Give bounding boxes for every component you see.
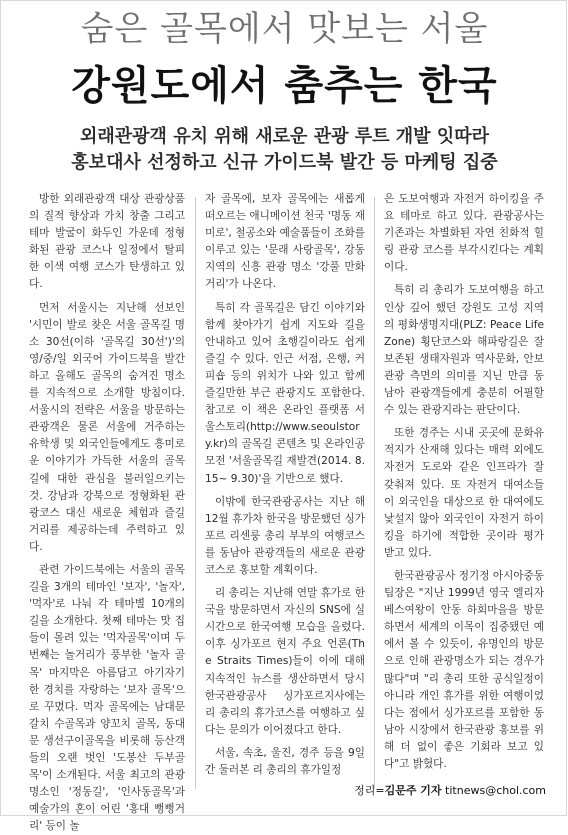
article-column-2 [205,191,365,791]
paragraph: 또한 경주는 시내 곳곳에 문화유적지가 산재해 있다는 매력 외에도 자전거 도로와 같은 인프라가 잘 갖춰져 있다. 또 자전거 대여소들이 외국인을 대상으로 한 대여에도 낯설지 않아 외국인이 자전거 하이킹을 하기에 적합한 곳이라 평가 받고 있다. [384,427,544,559]
paragraph: 서울, 속초, 울진, 경주 등을 9일간 둘러본 리 총리의 휴가일정 [205,746,365,776]
paragraph: 먼저 서울시는 지난해 선보인 '시민이 발로 찾은 서울 골목길 명소 30선(이하 '골목길 30선')'의 영/중/일 외국어 가이드북을 발간하고 올해도 골목의 숨겨진 명소를 지속적으로 소개할 방침이다. 서울시의 전략은 서울을 방문하는 관광객은 물론 서울에 거주하는 유학생 및 외국인들에게도 흥미로운 이야기가 가득한 서울의 골목길에 대한 관심을 불러일으키는 것. 강남과 강북으로 정형화된 관광코스 대신 새로운 체험과 즐길거리를 제공하는데 주력하고 있다. [29,301,185,553]
headline-main: 강원도에서 춤추는 한국 [71,63,498,109]
paragraph: 자 골목에, 보자 골목에는 새롭게 떠오르는 애니메이션 천국 '명동 재미로', 철공소와 예술품들이 조화를 이루고 있는 '문래 사랑골목', 강동 지역의 신흥 관광 명소 '강풀 만화거리'가 나온다. [205,193,365,291]
article-column-3 [384,191,544,791]
paragraph: 은 도보여행과 자전거 하이킹을 주요 테마로 하고 있다. 관광공사는 기존과는 차별화된 자연 친화적 힐링 관광 코스를 부각시킨다는 계획이다. [384,193,544,274]
column-divider [374,197,375,789]
paragraph: 관련 가이드북에는 서울의 골목길을 3개의 테마인 '보자', '놀자', '먹자'로 나눠 각 테마별 10개의 길을 소개한다. 첫째 테마는 맛 집들이 몰려 있는 '먹자골목'이며 두 번째는 놀거리가 풍부한 '놀자 골목' 마지막은 아름답고 아기자기한 경치를 자랑하는 '보자 골목'으로 꾸몄다. 먹자 골목에는 남대문 갈치 수골목과 양꼬치 골목, 동대문 생선구이골목을 비롯해 등산객들의 오랜 벗인 '도봉산 두부골목'이 소개된다. 서울 최고의 관광 명소인 '정동길', '인사동골목'과 예술가의 혼이 어린 '홍대 뻥뻥거리' 등이 놀 [29,563,185,833]
subhead-2: 홍보대사 선정하고 신규 가이드북 발간 등 마케팅 집중 [71,152,498,173]
byline-email[interactable]: titnews@chol.com [445,784,546,797]
subhead-1: 외래관광객 유치 위해 새로운 관광 루트 개발 잇따라 [79,126,489,147]
paragraph: 이밖에 한국관광공사는 지난 해 12월 휴가차 한국을 방문했던 싱가포르 리센룽 총리 부부의 여행코스를 동남아 관광객들의 새로운 관광코스로 홍보할 계획이다. [205,495,365,576]
article-column-1 [29,191,185,833]
paragraph: 방한 외래관광객 대상 관광상품의 질적 향상과 가치 창출 그리고 테마 발굴이 화두인 가운데 정형화된 관광 코스나 일정에서 탈피한 이색 여행 코스가 탄생하고 있다. [29,193,185,291]
column-divider [195,197,196,789]
paragraph: 리 총리는 지난해 연말 휴가로 한국을 방문하면서 자신의 SNS에 실시간으로 한국여행 모습을 올렸다. 이후 싱가포르 현지 주요 언론(The Straits Times)들이 이에 대해 지속적인 뉴스를 생산하면서 당시 한국관광공사 싱가포르지사에는 리 총리의 휴가코스를 여행하고 싶다는 문의가 이어졌다고 한다. [205,587,365,736]
byline-author: 김문주 기자 [384,784,442,797]
headline-kicker: 숨은 골목에서 맛보는 서울 [80,9,489,49]
paragraph: 특히 리 총리가 도보여행을 하고 인상 깊어 했던 강원도 고성 지역의 평화생명지대(PLZ: Peace Life Zone) 횡단코스와 해파랑길은 잘 보존된 생태자원과 역사문화, 안보관광 측면의 의미를 지닌 만큼 동남아 관광객들에게 충분히 어필할 수 있는 관광지라는 판단이다. [384,284,544,417]
byline [354,784,546,798]
paragraph: 특히 각 골목길은 담긴 이야기와 함께 찾아가기 쉽게 지도와 길을 안내하고 있어 초행길이라도 쉽게 즐길 수 있다. 인근 서점, 은행, 커피숍 등의 위치가 나와 있고 함께 즐길만한 부근 관광지도 포함한다. 참고로 이 책은 온라인 플랫폼 서울스토리(http://www.seoulstory.kr)의 골목길 콘텐츠 및 온라인공모전 '서울골목길 재발견(2014. 8.15~ 9.30)'을 기반으로 했다. [205,301,365,485]
paragraph: 한국관광공사 정기정 아시아중동팀장은 "지난 1999년 영국 엘리자베스여왕이 안동 하회마을을 방문하면서 세계의 이목이 집중됐던 예에서 볼 수 있듯이, 유명인의 방문으로 인해 관광명소가 되는 경우가 많다"며 "리 총리 또한 공식일정이 아니라 개인 휴가를 위한 여행이었다는 점에서 싱가포르를 포함한 동남아 시장에서 한국관광 홍보를 위해 더 없이 좋은 기회라 보고 있다"고 밝혔다. [384,569,545,770]
byline-prefix: 정리= [354,784,385,797]
